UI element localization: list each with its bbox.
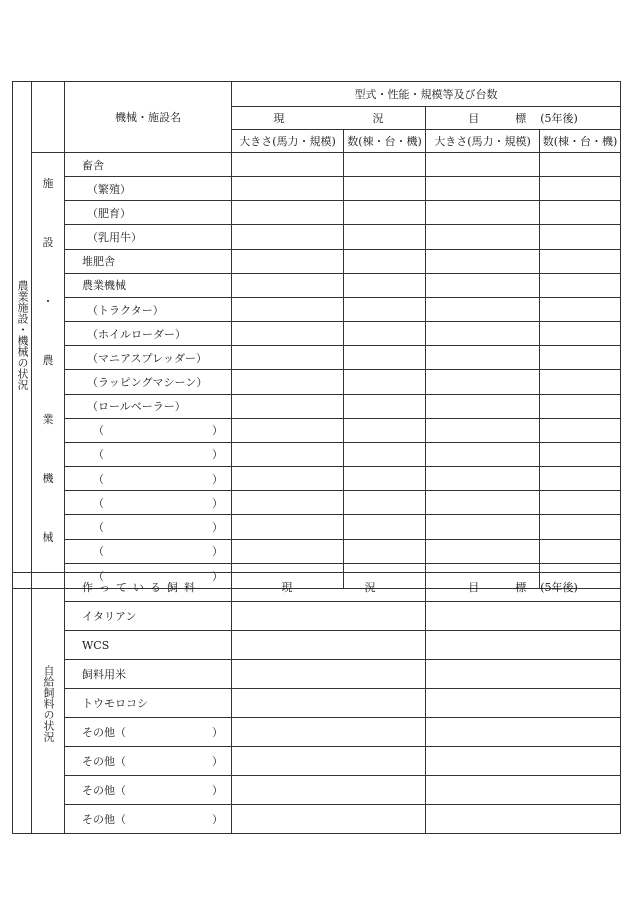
paren-close: ）: [212, 545, 223, 559]
facility-name: （マニアスプレッダー）: [65, 346, 232, 370]
feed-row: [13, 776, 621, 805]
facility-name: （トラクター）: [65, 297, 232, 321]
feed-target-cell[interactable]: [426, 689, 621, 718]
section1-inner-label-char: 業: [42, 413, 54, 426]
feed-table: [12, 572, 621, 834]
target-count-cell[interactable]: [540, 515, 621, 539]
section2-label: 自給飼料の状況: [32, 573, 65, 834]
current-count-cell[interactable]: [344, 177, 426, 201]
feed-name-other: [65, 747, 232, 776]
feed-target-cell[interactable]: [426, 718, 621, 747]
target-count-cell[interactable]: [540, 322, 621, 346]
target-count-cell[interactable]: [540, 177, 621, 201]
section1-inner-label-char: 農: [42, 354, 54, 367]
target-count-cell[interactable]: [540, 467, 621, 491]
feed-name: トウモロコシ: [65, 689, 232, 718]
facility-name: （乳用牛）: [65, 225, 232, 249]
target-size-header: 大きさ(馬力・規模): [426, 130, 540, 153]
target-count-cell[interactable]: [540, 273, 621, 297]
spec-header: 型式・性能・規模等及び台数: [232, 82, 621, 107]
facility-name: 農業機械: [65, 273, 232, 297]
facility-row: [13, 273, 621, 297]
facility-name-blank: [65, 467, 232, 491]
section1-inner-label-char: 設: [42, 236, 54, 249]
target-count-cell[interactable]: [540, 418, 621, 442]
section2-outer-blank: [13, 573, 32, 834]
current-count-cell[interactable]: [344, 418, 426, 442]
target-size-cell[interactable]: [426, 346, 540, 370]
target-header-mid: 標: [515, 112, 527, 125]
feed-current-cell[interactable]: [232, 602, 426, 631]
name-header: 機械・施設名: [65, 82, 232, 153]
section1-inner-label-char: 機: [42, 472, 54, 485]
facility-name: 畜舎: [65, 153, 232, 177]
current-count-cell[interactable]: [344, 225, 426, 249]
current-size-cell[interactable]: [232, 346, 344, 370]
paren-close: ）: [212, 569, 223, 583]
feed-header-name: 作っている飼料: [65, 573, 232, 602]
feed-current-cell[interactable]: [232, 689, 426, 718]
other-label: その他（: [82, 726, 126, 739]
feed-header-current: [232, 573, 426, 602]
facility-row: [13, 418, 621, 442]
current-size-cell[interactable]: [232, 153, 344, 177]
current-size-cell[interactable]: [232, 418, 344, 442]
feed-target-cell[interactable]: [426, 805, 621, 834]
paren-close: ）: [212, 813, 223, 826]
facility-row: [13, 177, 621, 201]
section1-inner-label: [32, 153, 65, 589]
feed-header-target: [426, 573, 621, 602]
paren-open: （: [93, 448, 104, 462]
current-header-left: 現: [273, 112, 285, 125]
paren-close: ）: [212, 496, 223, 510]
target-size-cell[interactable]: [426, 201, 540, 225]
target-count-cell[interactable]: [540, 346, 621, 370]
facility-name: （ホイルローダー）: [65, 322, 232, 346]
feed-name: WCS: [65, 631, 232, 660]
facility-name: （肥育）: [65, 201, 232, 225]
current-size-cell[interactable]: [232, 249, 344, 273]
target-size-cell[interactable]: [426, 418, 540, 442]
target-size-cell[interactable]: [426, 249, 540, 273]
other-label: その他（: [82, 784, 126, 797]
facility-row: [13, 539, 621, 563]
feed-target-cell[interactable]: [426, 602, 621, 631]
facility-name: 堆肥舎: [65, 249, 232, 273]
facility-name: （ロールベーラー）: [65, 394, 232, 418]
feed-row: [13, 805, 621, 834]
feed-row: [13, 747, 621, 776]
facility-row: [13, 370, 621, 394]
section1-inner-label-char: 械: [42, 531, 54, 544]
current-count-cell[interactable]: [344, 201, 426, 225]
current-count-cell[interactable]: [344, 346, 426, 370]
facility-row: [13, 491, 621, 515]
facility-name-blank: [65, 515, 232, 539]
feed-target-cell[interactable]: [426, 660, 621, 689]
target-size-cell[interactable]: [426, 177, 540, 201]
feed-target-cell[interactable]: [426, 631, 621, 660]
facility-row: [13, 467, 621, 491]
feed-name: イタリアン: [65, 602, 232, 631]
paren-open: （: [93, 496, 104, 510]
current-count-cell[interactable]: [344, 153, 426, 177]
feed-current-right: 況: [364, 581, 376, 594]
target-count-cell[interactable]: [540, 539, 621, 563]
target-size-cell[interactable]: [426, 394, 540, 418]
current-size-cell[interactable]: [232, 370, 344, 394]
current-count-cell[interactable]: [344, 491, 426, 515]
paren-close: ）: [212, 472, 223, 486]
feed-current-cell[interactable]: [232, 660, 426, 689]
feed-row: [13, 660, 621, 689]
target-count-cell[interactable]: [540, 394, 621, 418]
feed-row: [13, 689, 621, 718]
current-count-cell[interactable]: [344, 370, 426, 394]
facility-row: [13, 394, 621, 418]
section1-inner-label-char: ・: [42, 295, 54, 308]
facility-name-blank: [65, 491, 232, 515]
paren-open: （: [93, 569, 104, 583]
current-size-cell[interactable]: [232, 394, 344, 418]
target-count-cell[interactable]: [540, 370, 621, 394]
feed-current-left: 現: [281, 581, 293, 594]
current-count-cell[interactable]: [344, 442, 426, 466]
paren-close: ）: [212, 520, 223, 534]
feed-name: 飼料用米: [65, 660, 232, 689]
feed-name-other: [65, 718, 232, 747]
target-header-right: (5年後): [540, 112, 578, 125]
target-count-cell[interactable]: [540, 442, 621, 466]
paren-close: ）: [212, 448, 223, 462]
feed-name-other: [65, 776, 232, 805]
current-size-cell[interactable]: [232, 467, 344, 491]
current-header-right: 況: [372, 112, 384, 125]
facility-row: [13, 442, 621, 466]
target-count-cell[interactable]: [540, 491, 621, 515]
current-size-header: 大きさ(馬力・規模): [232, 130, 344, 153]
section1-outer-label: 農業施設・機械の状況: [13, 82, 32, 589]
paren-open: （: [93, 520, 104, 534]
current-count-cell[interactable]: [344, 515, 426, 539]
feed-row: [13, 718, 621, 747]
feed-row: [13, 602, 621, 631]
target-header: [426, 107, 621, 130]
current-count-header: 数(棟・台・機): [344, 130, 426, 153]
facility-name: （ラッピングマシーン）: [65, 370, 232, 394]
feed-name-other: [65, 805, 232, 834]
target-size-cell[interactable]: [426, 442, 540, 466]
target-size-cell[interactable]: [426, 515, 540, 539]
target-count-cell[interactable]: [540, 249, 621, 273]
target-count-cell[interactable]: [540, 225, 621, 249]
facility-row: [13, 201, 621, 225]
feed-current-cell[interactable]: [232, 747, 426, 776]
current-size-cell[interactable]: [232, 322, 344, 346]
facility-row: [13, 225, 621, 249]
current-count-cell[interactable]: [344, 394, 426, 418]
target-size-cell[interactable]: [426, 225, 540, 249]
facility-row: [13, 515, 621, 539]
facility-name: （繁殖）: [65, 177, 232, 201]
facility-name-blank: [65, 539, 232, 563]
paren-close: ）: [212, 726, 223, 739]
current-header: [232, 107, 426, 130]
facility-row: [13, 322, 621, 346]
paren-open: （: [93, 545, 104, 559]
paren-close: ）: [212, 755, 223, 768]
target-size-cell[interactable]: [426, 297, 540, 321]
target-count-cell[interactable]: [540, 153, 621, 177]
target-size-cell[interactable]: [426, 539, 540, 563]
current-count-cell[interactable]: [344, 539, 426, 563]
target-size-cell[interactable]: [426, 273, 540, 297]
current-size-cell[interactable]: [232, 177, 344, 201]
current-size-cell[interactable]: [232, 225, 344, 249]
current-count-cell[interactable]: [344, 297, 426, 321]
feed-target-cell[interactable]: [426, 747, 621, 776]
current-size-cell[interactable]: [232, 539, 344, 563]
feed-target-right: (5年後): [540, 581, 578, 594]
facility-row: [13, 153, 621, 177]
other-label: その他（: [82, 755, 126, 768]
target-size-cell[interactable]: [426, 370, 540, 394]
facility-row: [13, 249, 621, 273]
facility-name-blank: [65, 442, 232, 466]
target-size-cell[interactable]: [426, 322, 540, 346]
current-count-cell[interactable]: [344, 273, 426, 297]
paren-close: ）: [212, 424, 223, 438]
feed-current-cell[interactable]: [232, 631, 426, 660]
current-size-cell[interactable]: [232, 201, 344, 225]
facility-row: [13, 346, 621, 370]
feed-current-cell[interactable]: [232, 776, 426, 805]
current-count-cell[interactable]: [344, 249, 426, 273]
facilities-machinery-table: [12, 81, 621, 589]
current-size-cell[interactable]: [232, 297, 344, 321]
current-count-cell[interactable]: [344, 322, 426, 346]
feed-current-cell[interactable]: [232, 805, 426, 834]
facility-name-blank: [65, 418, 232, 442]
other-label: その他（: [82, 813, 126, 826]
current-size-cell[interactable]: [232, 273, 344, 297]
target-count-cell[interactable]: [540, 201, 621, 225]
feed-current-cell[interactable]: [232, 718, 426, 747]
paren-close: ）: [212, 784, 223, 797]
paren-open: （: [93, 472, 104, 486]
feed-target-cell[interactable]: [426, 776, 621, 805]
paren-open: （: [93, 424, 104, 438]
target-header-left: 目: [468, 112, 480, 125]
target-count-cell[interactable]: [540, 297, 621, 321]
corner-cell: [32, 82, 65, 153]
facility-row: [13, 297, 621, 321]
current-size-cell[interactable]: [232, 515, 344, 539]
target-size-cell[interactable]: [426, 491, 540, 515]
target-size-cell[interactable]: [426, 153, 540, 177]
feed-target-left: 目: [468, 581, 480, 594]
target-size-cell[interactable]: [426, 467, 540, 491]
section1-inner-label-char: 施: [42, 177, 54, 190]
feed-row: [13, 631, 621, 660]
current-count-cell[interactable]: [344, 467, 426, 491]
target-count-header: 数(棟・台・機): [540, 130, 621, 153]
current-size-cell[interactable]: [232, 491, 344, 515]
feed-target-mid: 標: [515, 581, 527, 594]
current-size-cell[interactable]: [232, 442, 344, 466]
